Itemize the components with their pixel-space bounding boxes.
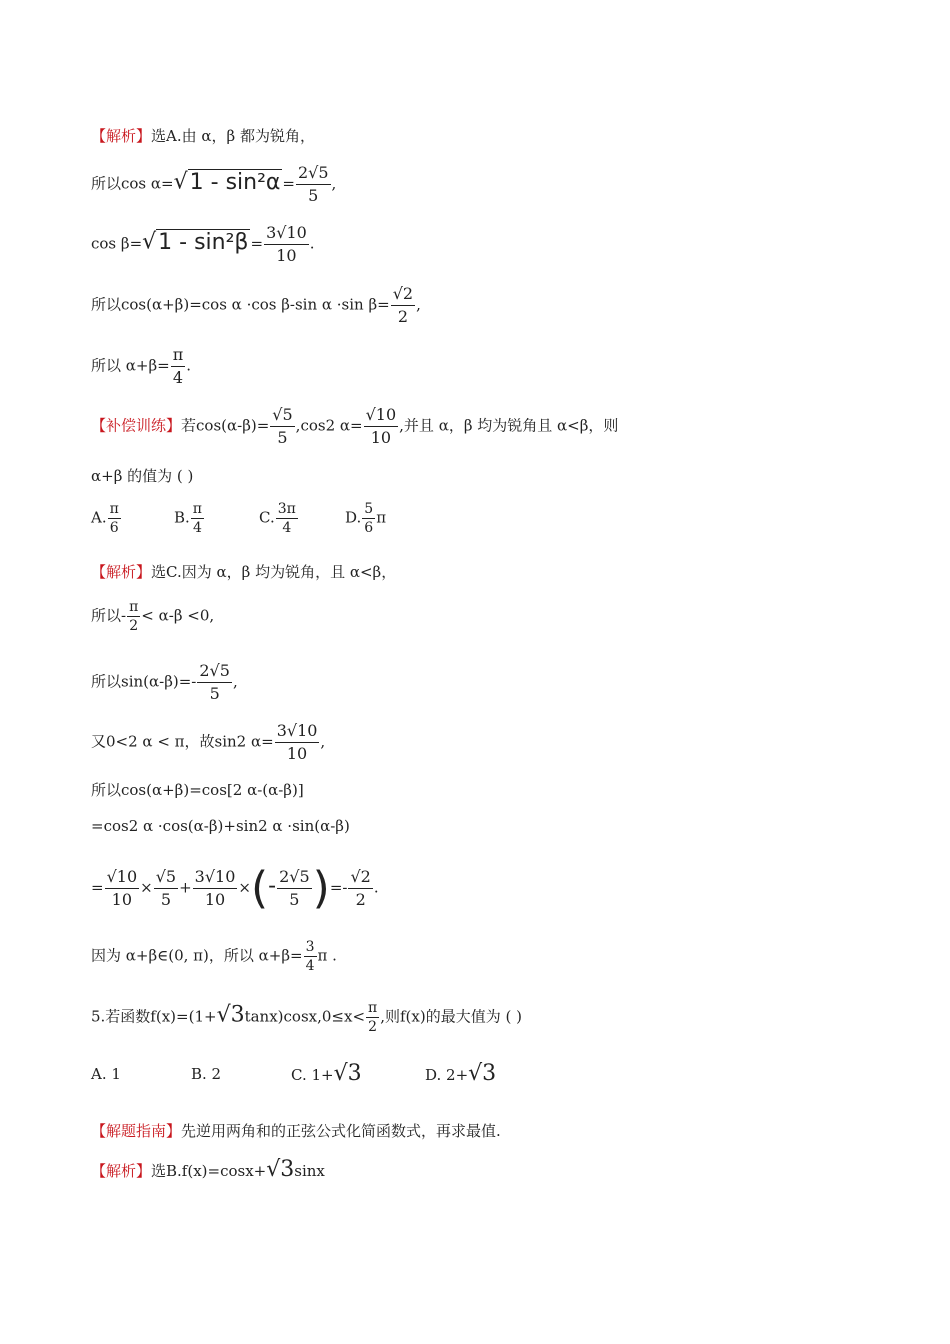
text: , — [232, 672, 238, 691]
option-a[interactable] — [91, 1064, 121, 1084]
text: 又0<2 α < π，故sin2 α= — [91, 732, 274, 751]
denominator: 10 — [111, 890, 133, 909]
text: ,则f(x)的最大值为 ( ) — [380, 1007, 522, 1026]
denominator: 5 — [277, 428, 288, 447]
text: 若cos(α-β)= — [181, 416, 270, 435]
option-label: D. — [345, 508, 362, 527]
numerator: √2 — [391, 283, 415, 306]
text: < α-β <0, — [141, 606, 215, 625]
denominator: 10 — [204, 890, 226, 909]
denominator: 2 — [355, 890, 366, 909]
option-d[interactable] — [345, 500, 386, 537]
text: 先逆用两角和的正弦公式化简函数式，再求最值. — [181, 1122, 501, 1140]
fraction — [108, 500, 121, 537]
fraction — [264, 222, 309, 267]
denominator: 2 — [397, 307, 409, 326]
option-label: C. — [259, 508, 275, 527]
solution-line-1 — [91, 126, 315, 146]
text: 所以cos(α+β)=cos α ·cos β-sin α ·sin β= — [91, 295, 390, 314]
fraction — [154, 866, 178, 911]
denominator: 5 — [160, 890, 171, 909]
fraction — [275, 720, 320, 765]
solution3-line-1 — [91, 1157, 325, 1182]
text: 因为 α+β∈(0, π)，所以 α+β= — [91, 946, 303, 965]
denominator: 2 — [129, 618, 139, 634]
text: 所以 α+β= — [91, 356, 170, 375]
numerator: 3π — [277, 501, 296, 517]
fraction — [127, 598, 140, 635]
numerator: 3√10 — [193, 866, 238, 889]
denominator: 5 — [289, 890, 300, 909]
numerator: π — [368, 1000, 378, 1016]
fraction — [171, 344, 186, 389]
text: . — [373, 878, 379, 897]
sqrt-expression: √3 — [266, 1157, 295, 1182]
text: × — [140, 878, 153, 897]
numerator: 2√5 — [197, 660, 232, 683]
solution-line-4 — [91, 283, 421, 328]
denominator: 10 — [286, 744, 308, 763]
fraction — [270, 404, 294, 449]
numerator: √5 — [270, 404, 294, 427]
radicand: 1 - sin²α — [189, 169, 281, 195]
right-paren: ) — [312, 862, 330, 914]
text: π — [376, 508, 387, 527]
solution-line-3 — [91, 222, 315, 267]
denominator: 2 — [368, 1019, 378, 1035]
text: × — [238, 878, 251, 897]
fraction — [391, 283, 415, 328]
solution2-line-4 — [91, 720, 325, 765]
option-c[interactable] — [291, 1061, 362, 1086]
denominator: 6 — [109, 520, 119, 536]
analysis-tag: 【解析】 — [91, 1162, 152, 1180]
text: , — [416, 295, 421, 314]
sqrt-expression: √3 — [333, 1061, 362, 1086]
radical-sign: √ — [142, 229, 157, 255]
option-a[interactable] — [91, 500, 122, 537]
numerator: 2√5 — [296, 162, 331, 185]
option-label: C. 1+ — [291, 1066, 334, 1084]
fraction — [304, 938, 317, 975]
numerator: √2 — [348, 866, 372, 889]
text: , — [320, 732, 326, 751]
fraction — [296, 162, 331, 207]
denominator: 4 — [192, 520, 202, 536]
solution2-line-7 — [91, 862, 379, 914]
option-label: A. — [91, 508, 107, 527]
numerator: 5 — [364, 501, 374, 517]
solution2-line-2 — [91, 598, 214, 635]
text: = — [250, 234, 264, 253]
numerator: 3 — [305, 939, 315, 955]
option-label: B. 2 — [191, 1065, 222, 1083]
text: 选C.因为 α，β 均为锐角，且 α<β， — [151, 563, 397, 581]
fraction — [105, 866, 140, 911]
denominator: 4 — [282, 520, 292, 536]
fraction — [362, 500, 375, 537]
text: + — [179, 878, 192, 897]
option-c[interactable] — [259, 500, 299, 537]
denominator: 10 — [276, 246, 297, 265]
text: 选B.f(x)=cosx+ — [151, 1162, 267, 1180]
analysis-tag: 【解析】 — [91, 127, 152, 145]
text: cos β= — [91, 234, 143, 253]
fraction — [277, 866, 312, 911]
numerator: √10 — [105, 866, 140, 889]
numerator: π — [192, 501, 202, 517]
option-label: A. 1 — [91, 1065, 121, 1083]
numerator: π — [129, 599, 139, 615]
numerator: 3√10 — [275, 720, 320, 743]
denominator: 4 — [305, 958, 315, 974]
denominator: 4 — [172, 368, 184, 387]
sqrt-expression: √3 — [468, 1061, 497, 1086]
text: ,cos2 α= — [295, 416, 363, 435]
denominator: 5 — [209, 684, 220, 703]
text: - — [268, 873, 277, 899]
numerator: π — [109, 501, 119, 517]
analysis-tag: 【解析】 — [91, 563, 152, 581]
numerator: √10 — [364, 404, 399, 427]
text: 5.若函数f(x)=(1+ — [91, 1007, 217, 1026]
fraction — [366, 999, 379, 1036]
numerator: 2√5 — [277, 866, 312, 889]
question-tail — [91, 466, 193, 486]
fraction — [348, 866, 372, 911]
solution2-line-8 — [91, 938, 337, 975]
sqrt-expression: √3 — [216, 1002, 245, 1028]
solution2-line-1 — [91, 562, 396, 582]
fraction — [197, 660, 232, 705]
text: 所以- — [91, 606, 127, 625]
solution2-line-3 — [91, 660, 238, 705]
supplement-question — [91, 404, 618, 449]
text: 所以cos α= — [91, 174, 174, 193]
solution2-line-6 — [91, 816, 350, 836]
option-b[interactable] — [174, 500, 205, 537]
text: . — [186, 356, 192, 375]
text: = — [91, 878, 104, 897]
text: =- — [329, 878, 348, 897]
text: =cos2 α ·cos(α-β)+sin2 α ·sin(α-β) — [91, 817, 350, 835]
denominator: 5 — [308, 186, 319, 205]
numerator: √5 — [154, 866, 178, 889]
solution2-line-5 — [91, 780, 304, 800]
text: 所以sin(α-β)=- — [91, 672, 197, 691]
option-d[interactable] — [425, 1061, 497, 1086]
radical-sign: √ — [173, 169, 188, 195]
text: 选A.由 α，β 都为锐角， — [151, 127, 315, 145]
text: ,并且 α，β 均为锐角且 α<β，则 — [399, 416, 619, 435]
option-label: D. 2+ — [425, 1066, 469, 1084]
denominator: 6 — [364, 520, 374, 536]
guide-tag: 【解题指南】 — [91, 1122, 182, 1140]
text: π . — [317, 946, 337, 965]
text: = — [282, 174, 295, 193]
option-b[interactable] — [191, 1064, 221, 1084]
fraction — [191, 500, 204, 537]
option-label: B. — [174, 508, 190, 527]
fraction — [364, 404, 399, 449]
radicand: 1 - sin²β — [158, 229, 249, 255]
supplement-tag: 【补偿训练】 — [91, 416, 182, 435]
solution-line-5 — [91, 344, 191, 389]
text: 所以cos(α+β)=cos[2 α-(α-β)] — [91, 781, 304, 799]
denominator: 10 — [370, 428, 392, 447]
text: . — [309, 234, 315, 253]
text: sinx — [294, 1162, 325, 1180]
guide-line — [91, 1121, 501, 1141]
solution-line-2 — [91, 162, 336, 207]
question-5 — [91, 999, 522, 1036]
fraction — [193, 866, 238, 911]
text: α+β 的值为 ( ) — [91, 467, 194, 485]
text: , — [331, 174, 337, 193]
numerator: π — [171, 344, 186, 367]
numerator: 3√10 — [264, 222, 309, 245]
fraction — [276, 500, 298, 537]
text: tanx)cosx,0≤x< — [244, 1007, 366, 1026]
left-paren: ( — [250, 862, 269, 914]
